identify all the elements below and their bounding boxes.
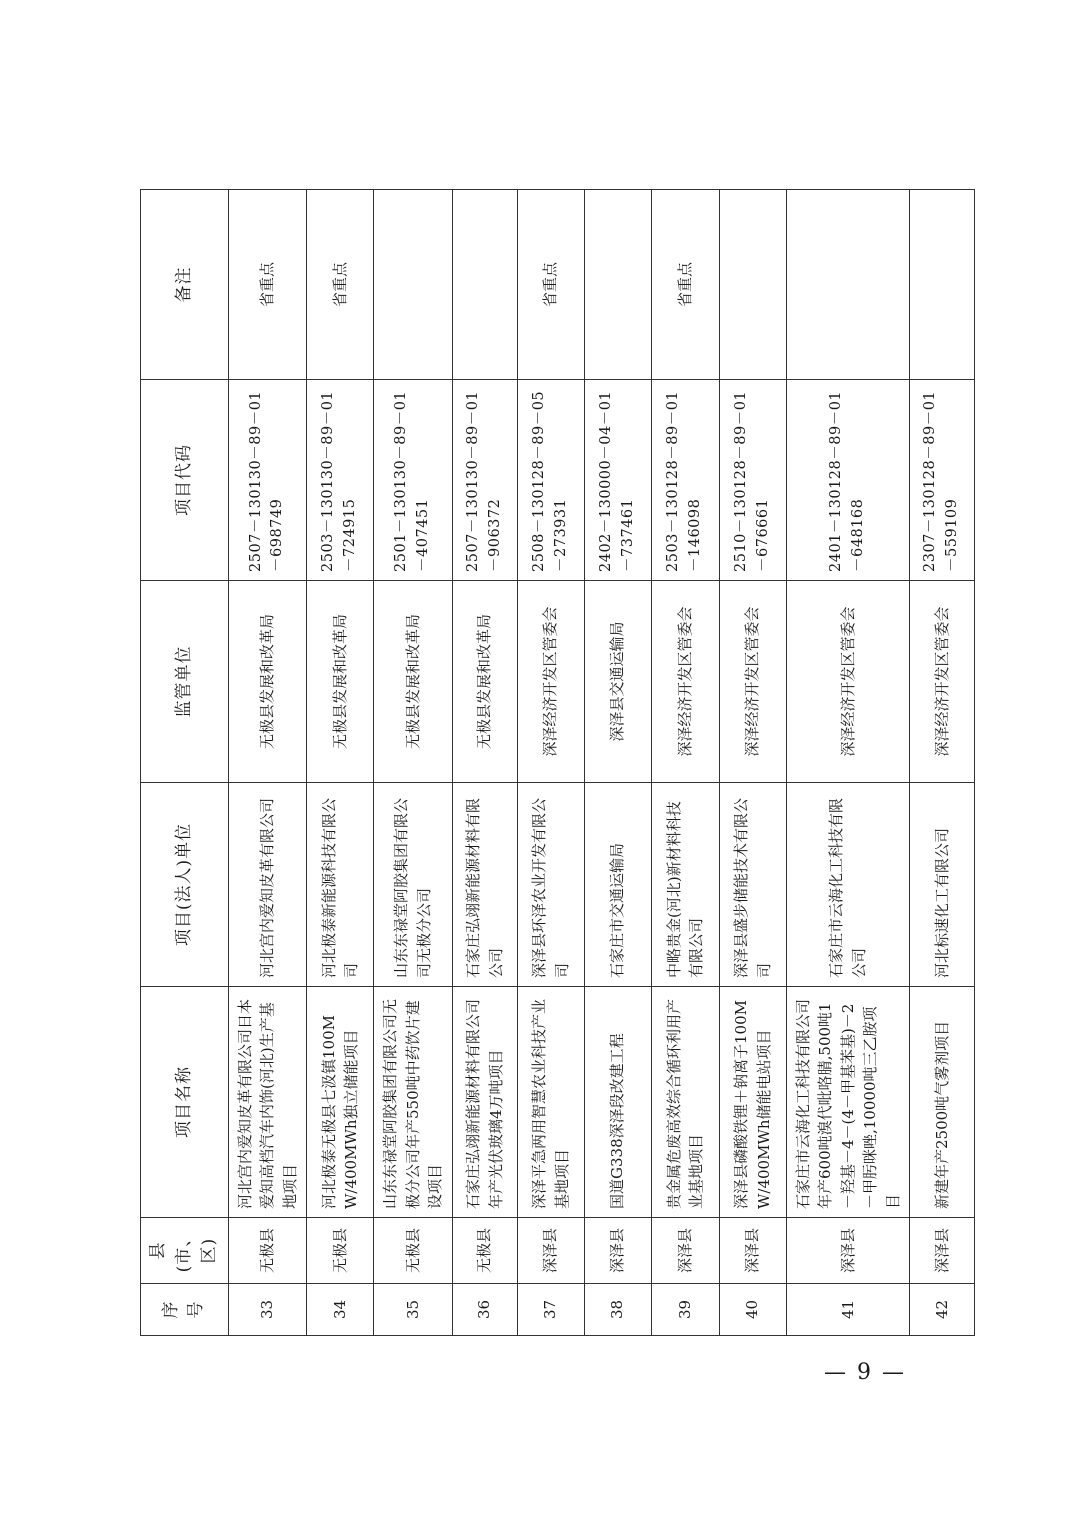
cell-county: 深泽县 — [651, 1218, 719, 1284]
cell-code: 2510－130128－89－01－676661 — [719, 380, 786, 581]
cell-no: 36 — [452, 1284, 517, 1336]
cell-unit: 深泽县盛步储能技术有限公司 — [719, 783, 786, 987]
cell-county: 无极县 — [452, 1218, 517, 1284]
col-header-unit: 项目(法人)单位 — [141, 783, 229, 987]
cell-supervisor: 无极县发展和改革局 — [228, 581, 307, 783]
col-header-code: 项目代码 — [141, 380, 229, 581]
cell-remark: 省重点 — [651, 190, 719, 380]
cell-unit: 深泽县环泽农业开发有限公司 — [517, 783, 584, 987]
cell-supervisor: 深泽县交通运输局 — [584, 581, 651, 783]
cell-no: 41 — [786, 1284, 910, 1336]
col-header-county: 县(市、区) — [141, 1218, 229, 1284]
col-header-no: 序号 — [141, 1284, 229, 1336]
cell-code: 2503－130130－89－01－724915 — [307, 380, 374, 581]
cell-county: 无极县 — [374, 1218, 453, 1284]
table-row — [719, 190, 786, 1336]
cell-name: 河北极泰无极县七汲镇100MW/400MWh独立储能项目 — [307, 987, 374, 1218]
cell-unit: 石家庄市云海化工科技有限公司 — [786, 783, 910, 987]
cell-code: 2503－130128－89－01－146098 — [651, 380, 719, 581]
table-row — [374, 190, 453, 1336]
cell-supervisor: 深泽经济开发区管委会 — [719, 581, 786, 783]
cell-name: 贵金属危废高效综合循环利用产业基地项目 — [651, 987, 719, 1218]
cell-remark: 省重点 — [517, 190, 584, 380]
table-row — [452, 190, 517, 1336]
cell-unit: 河北极泰新能源科技有限公司 — [307, 783, 374, 987]
col-header-remark: 备注 — [141, 190, 229, 380]
cell-no: 35 — [374, 1284, 453, 1336]
cell-remark: 省重点 — [307, 190, 374, 380]
cell-code: 2401－130128－89－01－648168 — [786, 380, 910, 581]
cell-county: 无极县 — [228, 1218, 307, 1284]
cell-unit: 山东东禄堂阿胶集团有限公司无极分公司 — [374, 783, 453, 987]
table-row — [228, 190, 307, 1336]
cell-unit: 石家庄市交通运输局 — [584, 783, 651, 987]
cell-name: 国道G338深泽段改建工程 — [584, 987, 651, 1218]
table-row — [786, 190, 910, 1336]
cell-county: 深泽县 — [910, 1218, 975, 1284]
cell-no: 40 — [719, 1284, 786, 1336]
cell-code: 2402－130000－04－01－737461 — [584, 380, 651, 581]
table-row — [584, 190, 651, 1336]
cell-supervisor: 深泽经济开发区管委会 — [651, 581, 719, 783]
cell-remark — [584, 190, 651, 380]
cell-name: 深泽平急两用智慧农业科技产业基地项目 — [517, 987, 584, 1218]
col-header-name: 项目名称 — [141, 987, 229, 1218]
cell-no: 34 — [307, 1284, 374, 1336]
cell-unit: 石家庄弘翊新能源材料有限公司 — [452, 783, 517, 987]
cell-code: 2508－130128－89－05－273931 — [517, 380, 584, 581]
cell-remark: 省重点 — [228, 190, 307, 380]
table-body — [228, 190, 975, 1336]
cell-county: 深泽县 — [517, 1218, 584, 1284]
rotated-table-wrapper — [140, 190, 960, 1336]
cell-no: 38 — [584, 1284, 651, 1336]
col-header-supervisor: 监管单位 — [141, 581, 229, 783]
table-row — [651, 190, 719, 1336]
cell-supervisor: 无极县发展和改革局 — [452, 581, 517, 783]
table-row — [307, 190, 374, 1336]
project-table — [140, 189, 975, 1336]
cell-county: 深泽县 — [786, 1218, 910, 1284]
cell-county: 深泽县 — [584, 1218, 651, 1284]
cell-name: 深泽县磷酸铁锂＋钠离子100MW/400MWh储能电站项目 — [719, 987, 786, 1218]
cell-remark — [910, 190, 975, 380]
cell-supervisor: 深泽经济开发区管委会 — [910, 581, 975, 783]
cell-county: 深泽县 — [719, 1218, 786, 1284]
cell-unit: 中略贵金(河北)新材料科技有限公司 — [651, 783, 719, 987]
cell-name: 石家庄市云海化工科技有限公司年产600吨溴代吡咯腈,500吨1－羟基－4－(4－甲基苯基)－2－甲肟咪唑,10000吨三乙胺项目 — [786, 987, 910, 1218]
table-row — [517, 190, 584, 1336]
cell-code: 2307－130128－89－01－559109 — [910, 380, 975, 581]
cell-supervisor: 无极县发展和改革局 — [307, 581, 374, 783]
cell-name: 山东东禄堂阿胶集团有限公司无极分公司年产550吨中药饮片建设项目 — [374, 987, 453, 1218]
cell-remark — [374, 190, 453, 380]
cell-name: 新建年产2500吨气雾剂项目 — [910, 987, 975, 1218]
cell-no: 39 — [651, 1284, 719, 1336]
cell-supervisor: 无极县发展和改革局 — [374, 581, 453, 783]
cell-no: 33 — [228, 1284, 307, 1336]
cell-supervisor: 深泽经济开发区管委会 — [517, 581, 584, 783]
table-row — [910, 190, 975, 1336]
cell-code: 2507－130130－89－01－698749 — [228, 380, 307, 581]
cell-remark — [452, 190, 517, 380]
cell-name: 石家庄弘翊新能源材料有限公司年产光伏玻璃4万吨项目 — [452, 987, 517, 1218]
cell-remark — [786, 190, 910, 380]
cell-county: 无极县 — [307, 1218, 374, 1284]
cell-code: 2501－130130－89－01－407451 — [374, 380, 453, 581]
cell-code: 2507－130130－89－01－906372 — [452, 380, 517, 581]
cell-unit: 河北宫内爱知皮革有限公司 — [228, 783, 307, 987]
table-header-row — [141, 190, 229, 1336]
cell-no: 42 — [910, 1284, 975, 1336]
cell-no: 37 — [517, 1284, 584, 1336]
page-number: — 9 — — [824, 1360, 906, 1385]
cell-supervisor: 深泽经济开发区管委会 — [786, 581, 910, 783]
cell-name: 河北宫内爱知皮革有限公司日本爱知高档汽车内饰(河北)生产基地项目 — [228, 987, 307, 1218]
cell-unit: 河北标速化工有限公司 — [910, 783, 975, 987]
cell-remark — [719, 190, 786, 380]
